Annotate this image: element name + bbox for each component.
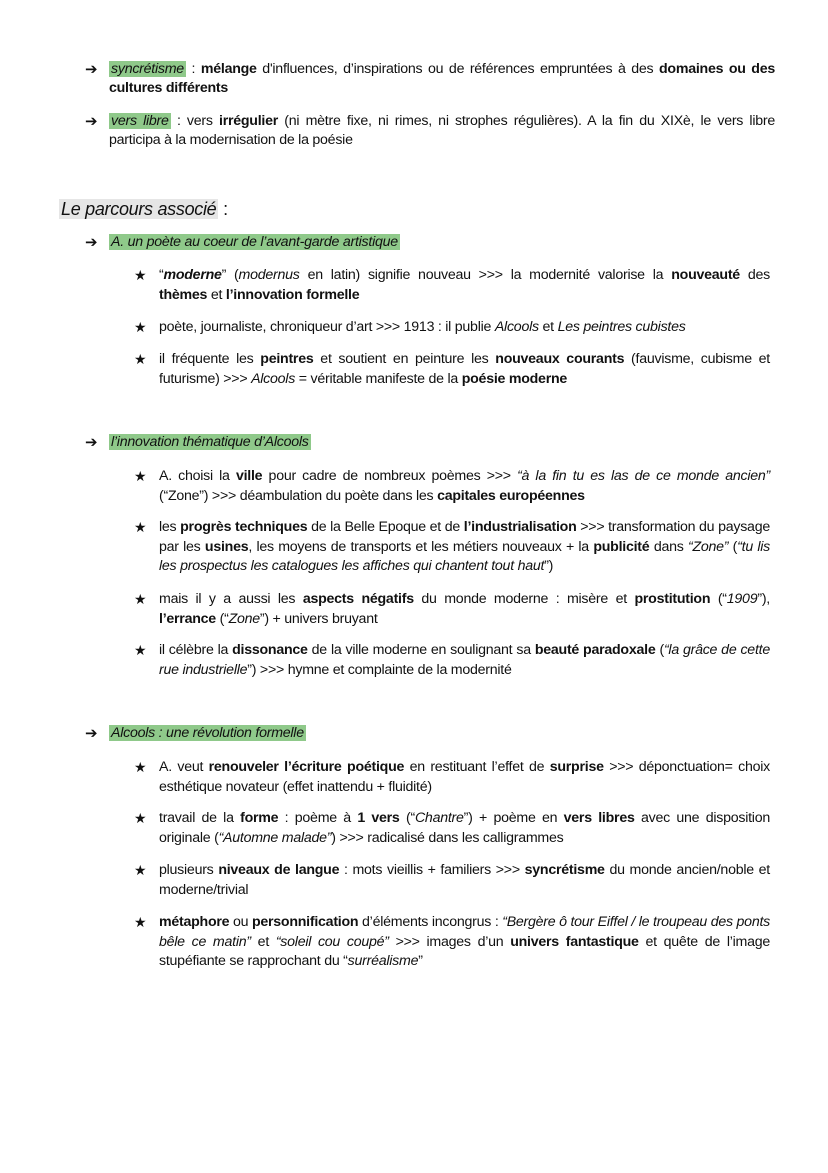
text-run: “tu lis les prospectus les catalogues les affiches qui chantent tout haut [159,538,770,574]
text-run: beauté paradoxale [534,642,656,658]
text-run: “ [159,267,164,283]
text-run: : [185,61,201,77]
star-bullet-icon: ★ [134,759,147,775]
text-run: des [739,267,770,283]
text-run: moderne [163,267,222,283]
text-run: Alcools [494,319,539,335]
text-run: : mots vieillis + familiers >>> [339,862,525,878]
text-run: progrès techniques [180,519,308,535]
star-bullet-icon: ★ [134,591,147,607]
text-run: du monde moderne : misère et [413,591,635,607]
text-run: ( [655,642,664,658]
text-run: renouveler l’écriture poétique [208,759,405,775]
list-item [134,809,770,848]
text-run: ”) >>> hymne et complainte de la modernité [247,661,512,678]
section-heading-text: Alcools : une révolution formelle [111,725,304,741]
text-run: plusieurs [159,862,219,878]
text-run: domaines ou des cultures différents [109,61,776,96]
text-run: Alcools [251,370,296,387]
text-run: A. veut [159,759,209,775]
star-bullet-icon: ★ [134,267,147,283]
text-run: “Zone” [687,538,729,555]
text-run: ” [418,953,423,969]
text-run: 1909 [726,591,758,607]
text-run: d’éléments incongrus : [358,914,503,930]
section-title-parcours [59,197,228,221]
list-item [134,861,770,900]
text-run: capitales européennes [437,487,585,504]
text-run: (“Zone”) >>> déambulation du poète dans les [159,487,438,504]
list-item [134,913,770,972]
star-bullet-icon: ★ [134,914,147,930]
text-run: mais il y a aussi les [159,591,303,607]
list-item [134,350,770,389]
arrow-bullet-icon: ➔ [85,434,98,451]
text-run: forme [240,810,279,826]
text-run: prostitution [634,591,711,607]
text-run: poésie moderne [461,370,568,387]
text-run: ( [728,538,738,555]
text-run: et [207,286,226,303]
text-run: nouveaux courants [495,351,625,367]
text-run: dans [649,538,688,555]
list-item [134,266,770,305]
section-heading-revolution [85,724,775,743]
text-run: >>> transformation du paysage par les [159,519,770,555]
definition-text [109,60,775,98]
section-heading-text: A. un poète au coeur de l’avant-garde artistique [111,234,398,250]
text-run: >>> images d’un [388,933,511,950]
star-bullet-icon: ★ [134,642,147,658]
text-run: Les peintres cubistes [557,319,686,335]
text-run: : vers [170,113,219,129]
text-run: ou [229,914,252,930]
section-heading-avant-garde [85,233,775,252]
star-bullet-icon: ★ [134,519,147,535]
text-run: surréalisme [347,953,419,969]
list-item [134,758,770,797]
text-run: il célèbre la [159,642,233,658]
text-run: pour cadre de nombreux poèmes >>> [262,468,518,484]
text-run: univers fantastique [510,933,639,950]
text-run: de la ville moderne en soulignant sa [307,642,535,658]
text-run: syncrétisme [524,862,605,878]
text-run: mélange [200,61,257,77]
text-run: poète, journaliste, chroniqueur d’art >>> 1913 : il publie [159,319,495,335]
text-run: Zone [228,610,260,627]
text-run: vers libres [563,810,635,826]
parcours-title: Le parcours associé [61,199,217,219]
star-bullet-icon: ★ [134,319,147,335]
text-run: A. choisi la [159,468,236,484]
text-run: modernus [238,267,300,283]
text-run: personnification [251,914,359,930]
list-item [134,318,770,338]
definition-vers-libre [85,112,775,150]
text-run: “la grâce de cette rue industrielle [159,642,770,678]
text-run: niveaux de langue [218,862,340,878]
text-run: “à la fin tu es las de ce monde ancien” [517,468,771,484]
definition-text [109,112,775,150]
star-bullet-icon: ★ [134,351,147,367]
text-run: du monde ancien/noble et moderne/trivial [159,862,771,898]
text-run: métaphore [159,914,230,930]
text-run: surprise [549,759,604,775]
text-run: l’innovation formelle [225,286,360,303]
text-run: en latin) signifie nouveau >>> la modernité valorise la [299,267,672,283]
arrow-bullet-icon: ➔ [85,113,98,130]
text-run: : poème à [278,810,358,826]
text-run: nouveauté [671,267,740,283]
text-run: ”) + poème en [463,810,564,826]
text-run: ” ( [221,267,239,283]
text-run: il fréquente les [159,351,261,367]
text-run: = véritable manifeste de la [295,370,462,387]
text-run: ”) [544,558,554,574]
text-run: dissonance [232,642,308,658]
text-run: travail de la [159,810,241,826]
text-run: en restituant l’effet de [404,759,550,775]
list-item [134,641,770,680]
star-bullet-icon: ★ [134,862,147,878]
list-item [134,590,770,629]
list-item [134,467,770,506]
text-run: 1 vers [357,810,400,826]
arrow-bullet-icon: ➔ [85,234,98,251]
text-run: irrégulier [219,113,279,129]
arrow-bullet-icon: ➔ [85,725,98,742]
parcours-suffix: : [218,199,228,219]
text-run: de la Belle Epoque et de [307,519,464,535]
text-run: ”), [757,591,770,607]
star-bullet-icon: ★ [134,810,147,826]
text-run: ville [235,468,263,484]
section-heading-thematique [85,433,775,452]
text-run: (“ [710,591,727,607]
list-item [134,518,770,577]
text-run: >>> déponctuation= choix esthétique novateur (effet inattendu + fluidité) [159,759,770,795]
text-run: et [538,319,558,335]
text-run: les [159,519,181,535]
text-run: aspects négatifs [302,591,414,607]
term-highlight: vers libre [111,113,169,129]
text-run: “Automne malade” [218,829,332,846]
text-run: usines [204,538,249,555]
arrow-bullet-icon: ➔ [85,61,98,78]
text-run: ”) + univers bruyant [259,610,378,627]
star-bullet-icon: ★ [134,468,147,484]
text-run: peintres [260,351,314,367]
text-run: “soleil cou coupé” [275,933,389,950]
text-run: (“ [399,810,415,826]
text-run: et quête de l’image stupéfiante se rapprochant du “ [159,933,771,969]
section-heading-text: l’innovation thématique d’Alcools [111,434,309,450]
text-run: , les moyens de transports et les métiers nouveaux + la [248,538,594,555]
text-run: “Bergère ô tour Eiffel / le troupeau des ponts bêle ce matin” [159,914,770,950]
text-run: avec une disposition originale ( [159,810,770,846]
text-run: l’industrialisation [463,519,577,535]
term-highlight: syncrétisme [111,61,184,77]
text-run: d'influences, d’inspirations ou de références empruntées à des [256,61,660,77]
text-run: et soutient en peinture les [313,351,496,367]
text-run: et [250,933,276,950]
text-run: (fauvisme, cubisme et futurisme) >>> [159,351,770,387]
text-run: publicité [593,538,650,555]
text-run: (ni mètre fixe, ni rimes, ni strophes régulières). A la fin du XIXè, le vers libre participa à la modernisation de la poésie [109,113,775,148]
definition-syncretisme [85,60,775,98]
text-run: Chantre [414,810,464,826]
text-run: l’errance [159,610,216,627]
text-run: (“ [215,610,229,627]
text-run: thèmes [159,286,208,303]
text-run: ) >>> radicalisé dans les calligrammes [331,829,564,846]
